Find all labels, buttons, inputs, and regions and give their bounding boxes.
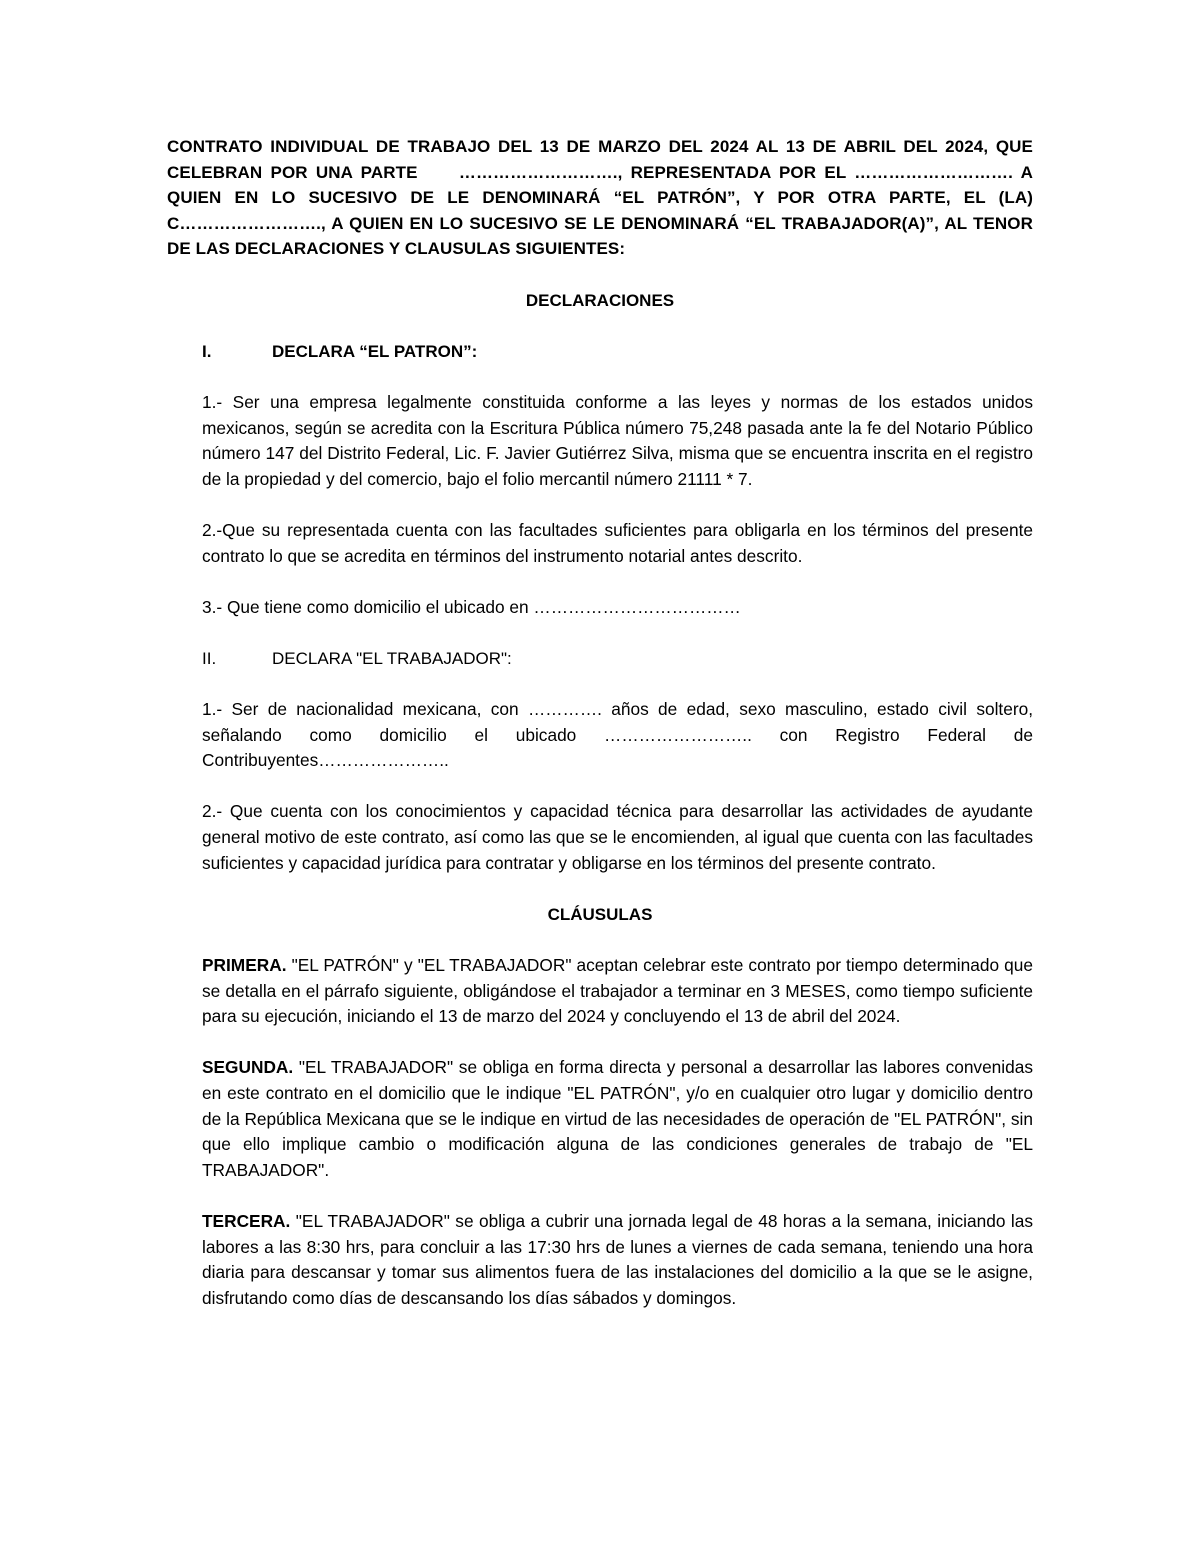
clause-segunda bbox=[167, 1055, 1033, 1183]
clause-text: "EL TRABAJADOR" se obliga en forma directa y personal a desarrollar las labores convenidas en este contrato en el domicilio que le indique "EL PATRÓN", y/o en cualquier otro lugar y domicilio dentro de la República Mexicana que se le indique en virtud de las necesidades de operación de "EL PATRÓN", sin que ello implique cambio o modificación alguna de las condiciones generales de trabajo de "EL TRABAJADOR". bbox=[202, 1057, 1033, 1180]
declaration-number: I. bbox=[202, 341, 212, 361]
patron-item-1: 1.- Ser una empresa legalmente constituida conforme a las leyes y normas de los estados unidos mexicanos, según se acredita con la Escritura Pública número 75,248 pasada ante la fe del Notario Público número 147 del Distrito Federal, Lic. F. Javier Gutiérrez Silva, misma que se encuentra inscrita en el registro de la propiedad y del comercio, bajo el folio mercantil número 21111 * 7. bbox=[202, 391, 1033, 489]
declaration-number: II. bbox=[202, 648, 217, 668]
trabajador-item-2: 2.- Que cuenta con los conocimientos y capacidad técnica para desarrollar las actividades de ayudante general motivo de este contrato, así como las que se le encomienden, al igual que cuenta con las facultades suficientes y capacidad jurídica para contratar y obligarse en los términos del presente contrato. bbox=[202, 801, 1033, 873]
document-page bbox=[167, 134, 1033, 1311]
contract-title: CONTRATO INDIVIDUAL DE TRABAJO DEL 13 DE MARZO DEL 2024 AL 13 DE ABRIL DEL 2024, QUE CELEBRAN POR UNA PARTE ………………………., REPRESENTADA POR EL ………………………. A QUIEN EN LO SUCESIVO DE LE DENOMINARÁ “EL PATRÓN”, Y POR OTRA PARTE, EL (LA) C……………………., A QUIEN EN LO SUCESIVO SE LE DENOMINARÁ “EL TRABAJADOR(A)”, AL TENOR DE LAS DECLARACIONES Y CLAUSULAS SIGUIENTES: bbox=[167, 137, 1033, 259]
clause-tercera bbox=[167, 1209, 1033, 1311]
clause-label: PRIMERA. bbox=[202, 955, 287, 975]
patron-item-2: 2.-Que su representada cuenta con las facultades suficientes para obligarla en los términos del presente contrato lo que se acredita en términos del instrumento notarial antes descrito. bbox=[202, 519, 1033, 566]
clausulas-heading: CLÁUSULAS bbox=[547, 904, 653, 924]
declaration-trabajador-heading bbox=[167, 646, 1033, 672]
declaration-title: DECLARA "EL TRABAJADOR": bbox=[272, 648, 512, 668]
trabajador-item-1: 1.- Ser de nacionalidad mexicana, con …………. años de edad, sexo masculino, estado civil soltero, señalando como domicilio el ubicado …………………….. con Registro Federal de Contribuyentes………………….. bbox=[202, 699, 1033, 771]
clause-primera bbox=[167, 953, 1033, 1030]
clause-text: "EL TRABAJADOR" se obliga a cubrir una jornada legal de 48 horas a la semana, iniciando las labores a las 8:30 hrs, para concluir a las 17:30 hrs de lunes a viernes de cada semana, teniendo una hora diaria para descansar y tomar sus alimentos fuera de las instalaciones del domicilio a la que se le asigne, disfrutando como días de descansando los días sábados y domingos. bbox=[202, 1210, 1033, 1308]
clause-label: TERCERA. bbox=[202, 1210, 291, 1231]
declaration-patron-heading bbox=[167, 339, 1033, 365]
patron-item-3: 3.- Que tiene como domicilio el ubicado en ……………………………… bbox=[202, 596, 741, 617]
declaraciones-heading: DECLARACIONES bbox=[525, 290, 675, 310]
clause-text: "EL PATRÓN" y "EL TRABAJADOR" aceptan celebrar este contrato por tiempo determinado que se detalla en el párrafo siguiente, obligándose el trabajador a terminar en 3 MESES, como tiempo suficiente para su ejecución, iniciando el 13 de marzo del 2024 y concluyendo el 13 de abril del 2024. bbox=[202, 955, 1033, 1027]
clause-label: SEGUNDA. bbox=[202, 1057, 294, 1078]
declaration-title: DECLARA “EL PATRON”: bbox=[272, 341, 478, 361]
